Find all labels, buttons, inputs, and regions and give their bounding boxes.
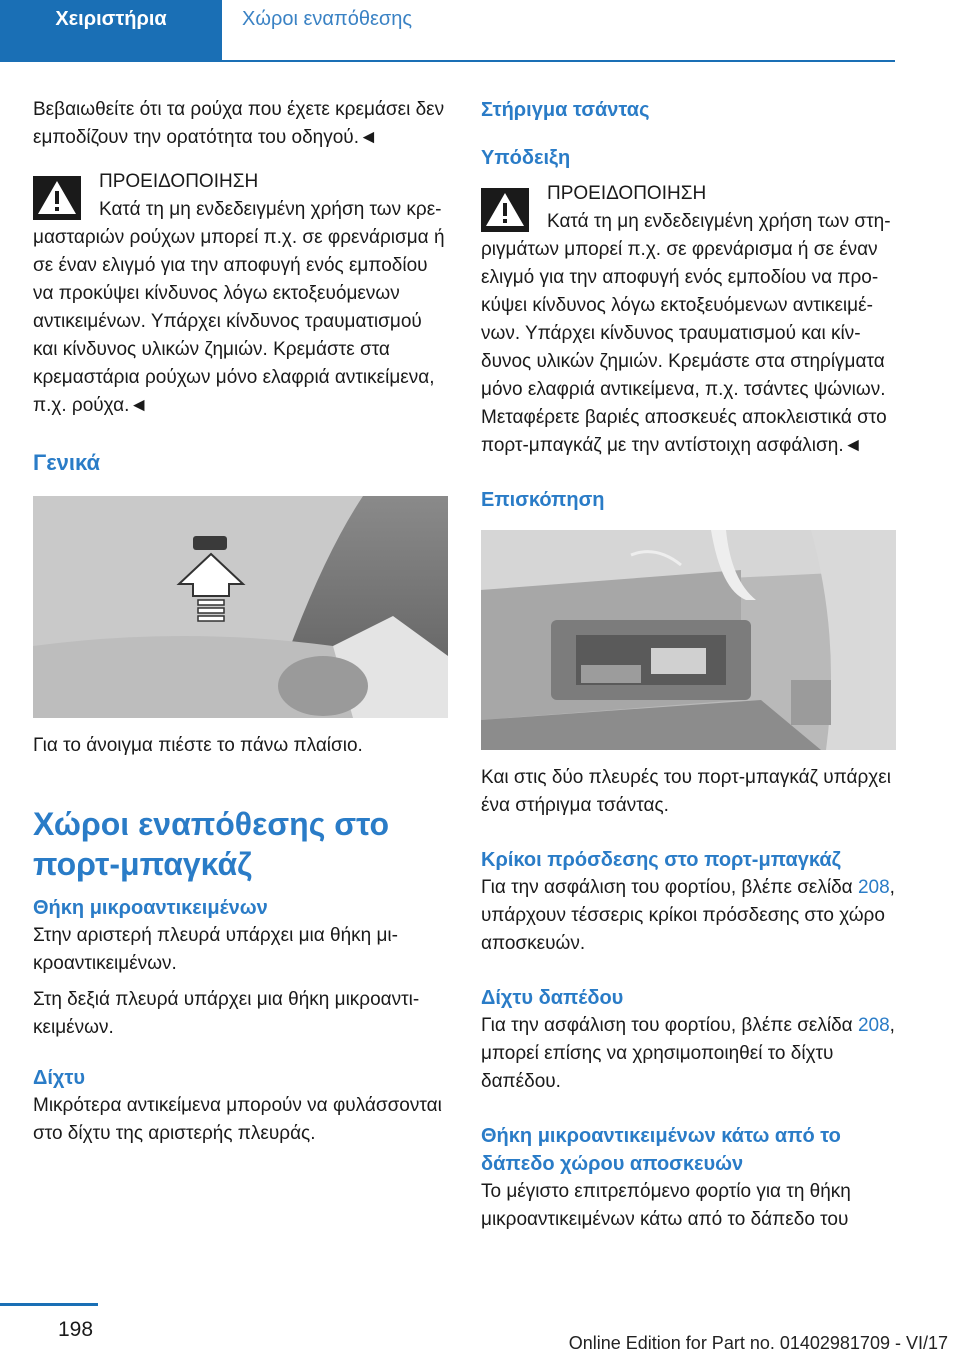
section-heading: Χώροι εναπόθεσης στο πορτ-μπαγκάζ: [33, 806, 390, 882]
page-number: 198: [58, 1318, 94, 1341]
general-heading: Γενικά: [33, 450, 101, 475]
edition-footer: Online Edition for Part no. 01402981709 - VI/17: [568, 1333, 948, 1353]
small-items-paragraph-1: Στην αριστερή πλευρά υπάρχει μια θήκη μικροαντικειμένων.: [33, 925, 398, 974]
warning-title: ΠΡΟΕΙΔΟΠΟΙΗΣΗ: [547, 183, 707, 204]
page-header: [0, 0, 895, 62]
overview-heading: Επισκόπηση: [481, 489, 605, 511]
page-number-rule: [0, 1303, 98, 1306]
warning-icon: [33, 176, 81, 220]
intro-paragraph: Βεβαιωθείτε ότι τα ρούχα που έχετε κρεμάσει δεν εμποδίζουν την ορατότητα του οδηγού.◄: [33, 99, 445, 148]
section-tab: Χώροι εναπόθεσης: [242, 7, 412, 30]
small-items-paragraph-2: Στη δεξιά πλευρά υπάρχει μια θήκη μικροαντικειμένων.: [33, 989, 420, 1038]
net-heading: Δίχτυ: [33, 1067, 86, 1089]
left-column: [33, 96, 451, 1148]
image-caption: Για το άνοιγμα πιέστε το πάνω πλαίσιο.: [33, 735, 363, 756]
warning-text: Κατά τη μη ενδεδειγμένη χρήση των κρεμασταριών ρούχων μπορεί π.χ. σε φρενάρισμα ή σε έναν ελιγμό για την αποφυγή ενός εμποδίου να προκύψει κίνδυνος λόγω εκτοξευόμενων αντικειμένων. Υπάρχει κίνδυνος τραυματισμού και κίνδυνος υλικών ζημιών. Κρεμάστε στα κρεμαστάρια ρούχων μόνο ελαφριά αντικείμενα, π.χ. ρούχα.◄: [33, 199, 445, 416]
trunk-overview-photo: [481, 530, 896, 750]
rings-heading: Κρίκοι πρόσδεσης στο πορτ-μπαγκάζ: [481, 849, 841, 871]
floor-net-paragraph: Για την ασφάλιση του φορτίου, βλέπε σελίδα 208, μπορεί επίσης να χρησιμοποιηθεί το δίχτυ δαπέδου.: [481, 1015, 895, 1092]
note-heading: Υπόδειξη: [481, 147, 571, 169]
page-link[interactable]: 208: [857, 1015, 890, 1036]
warning-block: [33, 168, 451, 420]
warning-text: Κατά τη μη ενδεδειγμένη χρήση των στηριγμάτων μπορεί π.χ. σε φρενάρισμα ή σε έναν ελιγμό για την αποφυγή ενός εμποδίου να προκύψει κίνδυνος λόγω εκτοξευόμενων αντικειμένων. Υπάρχει κίνδυνος τραυματισμού και κίνδυνος υλικών ζημιών. Κρεμάστε στα στηρίγματα μόνο ελαφριά αντικείμενα, π.χ. τσάντες ψώνιων. Μεταφέρετε βαριές αποσκευές αποκλειστικά στο πορτ-μπαγκάζ με την αντίστοιχη ασφάλιση.◄: [481, 211, 891, 456]
right-column: [481, 96, 899, 1234]
bag-hook-heading: Στήριγμα τσάντας: [481, 99, 650, 121]
under-floor-paragraph: Το μέγιστο επιτρεπόμενο φορτίο για τη θήκη μικροαντικειμένων κάτω από το δάπεδο του: [481, 1181, 851, 1230]
headliner-hook-photo: [33, 496, 448, 718]
floor-net-heading: Δίχτυ δαπέδου: [481, 987, 624, 1009]
page-link[interactable]: 208: [857, 877, 890, 898]
warning-block-right: [481, 180, 899, 460]
rings-paragraph: Για την ασφάλιση του φορτίου, βλέπε σελίδα 208, υπάρχουν τέσσερις κρίκοι πρόσδεσης στο χώρο αποσκευών.: [481, 877, 895, 954]
small-items-heading: Θήκη μικροαντικειμένων: [33, 897, 268, 919]
chapter-tab: Χειριστήρια: [0, 0, 222, 62]
net-paragraph: Μικρότερα αντικείμενα μπορούν να φυλάσσονται στο δίχτυ της αριστερής πλευράς.: [33, 1095, 442, 1144]
warning-icon: [481, 188, 529, 232]
under-floor-heading: Θήκη μικροαντικειμένων κάτω από το δάπεδο χώρου αποσκευών: [481, 1125, 841, 1175]
header-rule: [222, 60, 895, 62]
warning-title: ΠΡΟΕΙΔΟΠΟΙΗΣΗ: [99, 171, 259, 192]
image-caption: Και στις δύο πλευρές του πορτ-μπαγκάζ υπάρχει ένα στήριγμα τσάντας.: [481, 767, 891, 816]
